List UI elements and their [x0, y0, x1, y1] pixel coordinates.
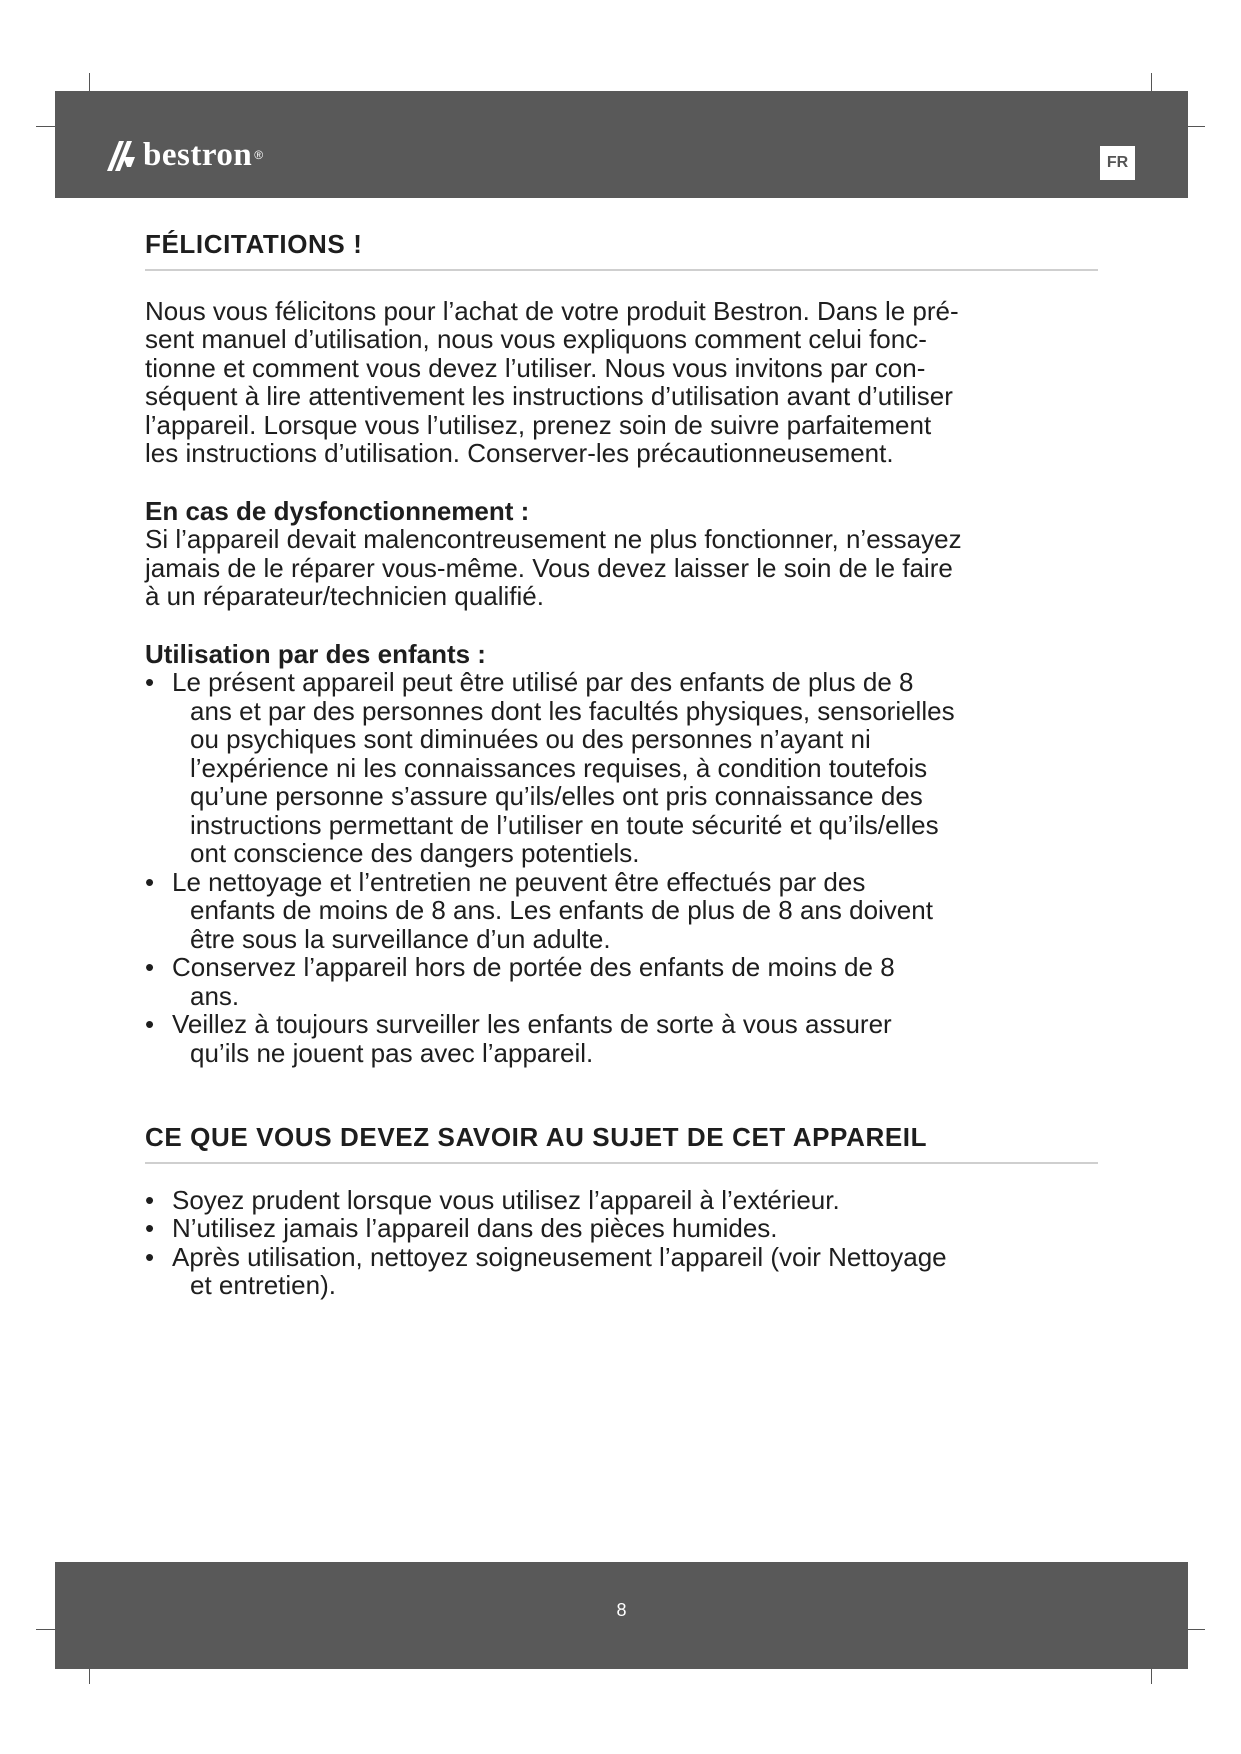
page-number: 8 [616, 1600, 627, 1620]
chevrons-icon [105, 137, 137, 173]
registered-mark: ® [254, 148, 264, 162]
text-line: ans. [190, 980, 240, 1011]
language-badge: FR [1100, 146, 1135, 180]
children-heading: Utilisation par des enfants : [145, 638, 486, 669]
list-item [145, 1214, 1098, 1243]
text-line: qu’une personne s’assure qu’ils/elles ont pris connaissance des [190, 781, 923, 811]
malfunction-paragraph [145, 525, 1098, 611]
text-line: ans et par des personnes dont les facultés physiques, sensorielles [190, 695, 955, 726]
list-item [145, 868, 1098, 954]
malfunction-heading: En cas de dysfonctionnement : [145, 495, 530, 526]
text-line: et entretien). [190, 1270, 336, 1300]
text-line: enfants de moins de 8 ans. Les enfants de plus de 8 ans doivent [190, 895, 933, 925]
text-line: N’utilisez jamais l’appareil dans des pièces humides. [172, 1213, 778, 1243]
congrats-heading: FÉLICITATIONS ! [145, 230, 1098, 271]
text-line: sent manuel d’utilisation, nous vous expliquons comment celui fonc- [145, 324, 927, 354]
text-line: l’expérience ni les connaissances requises, à condition toutefois [190, 752, 928, 783]
list-item [145, 1186, 1098, 1215]
text-line: Si l’appareil devait malencontreusement ne plus fonctionner, n’essayez [145, 524, 962, 554]
text-line: Le présent appareil peut être utilisé par des enfants de plus de 8 [172, 667, 914, 697]
text-line: séquent à lire attentivement les instructions d’utilisation avant d’utiliser [145, 381, 953, 411]
text-line: les instructions d’utilisation. Conserver-les précautionneusement. [145, 438, 894, 468]
text-line: ont conscience des dangers potentiels. [190, 838, 640, 868]
text-line: qu’ils ne jouent pas avec l’appareil. [190, 1037, 594, 1068]
header-bar [55, 91, 1188, 198]
text-line: Après utilisation, nettoyez soigneusement l’appareil (voir Nettoyage [172, 1241, 947, 1272]
text-line: l’appareil. Lorsque vous l’utilisez, prenez soin de suivre parfaitement [145, 409, 932, 440]
text-line: instructions permettant de l’utiliser en toute sécurité et qu’ils/elles [190, 809, 939, 840]
brand-logo [105, 137, 263, 173]
text-line: être sous la surveillance d’un adulte. [190, 923, 611, 954]
children-list [145, 668, 1098, 1067]
text-line: ou psychiques sont diminuées ou des personnes n’ayant ni [190, 724, 871, 754]
list-item [145, 668, 1098, 868]
congrats-paragraph [145, 297, 1098, 468]
footer-bar [55, 1562, 1188, 1669]
device-heading: CE QUE VOUS DEVEZ SAVOIR AU SUJET DE CET APPAREIL [145, 1123, 1098, 1164]
text-line: Veillez à toujours surveiller les enfants de sorte à vous assurer [172, 1009, 892, 1039]
text-line: jamais de le réparer vous-même. Vous devez laisser le soin de le faire [145, 552, 953, 583]
text-line: Conservez l’appareil hors de portée des enfants de moins de 8 [172, 952, 895, 982]
list-item [145, 1010, 1098, 1067]
list-item [145, 1243, 1098, 1300]
text-line: Soyez prudent lorsque vous utilisez l’appareil à l’extérieur. [172, 1184, 840, 1215]
text-line: à un réparateur/technicien qualifié. [145, 581, 544, 611]
brand-name: bestron [143, 136, 253, 173]
text-line: Nous vous félicitons pour l’achat de votre produit Bestron. Dans le pré- [145, 295, 959, 326]
text-line: tionne et comment vous devez l’utiliser. Nous vous invitons par con- [145, 352, 926, 383]
device-list [145, 1186, 1098, 1300]
list-item [145, 953, 1098, 1010]
page-content [145, 230, 1098, 1300]
text-line: Le nettoyage et l’entretien ne peuvent être effectués par des [172, 866, 866, 897]
